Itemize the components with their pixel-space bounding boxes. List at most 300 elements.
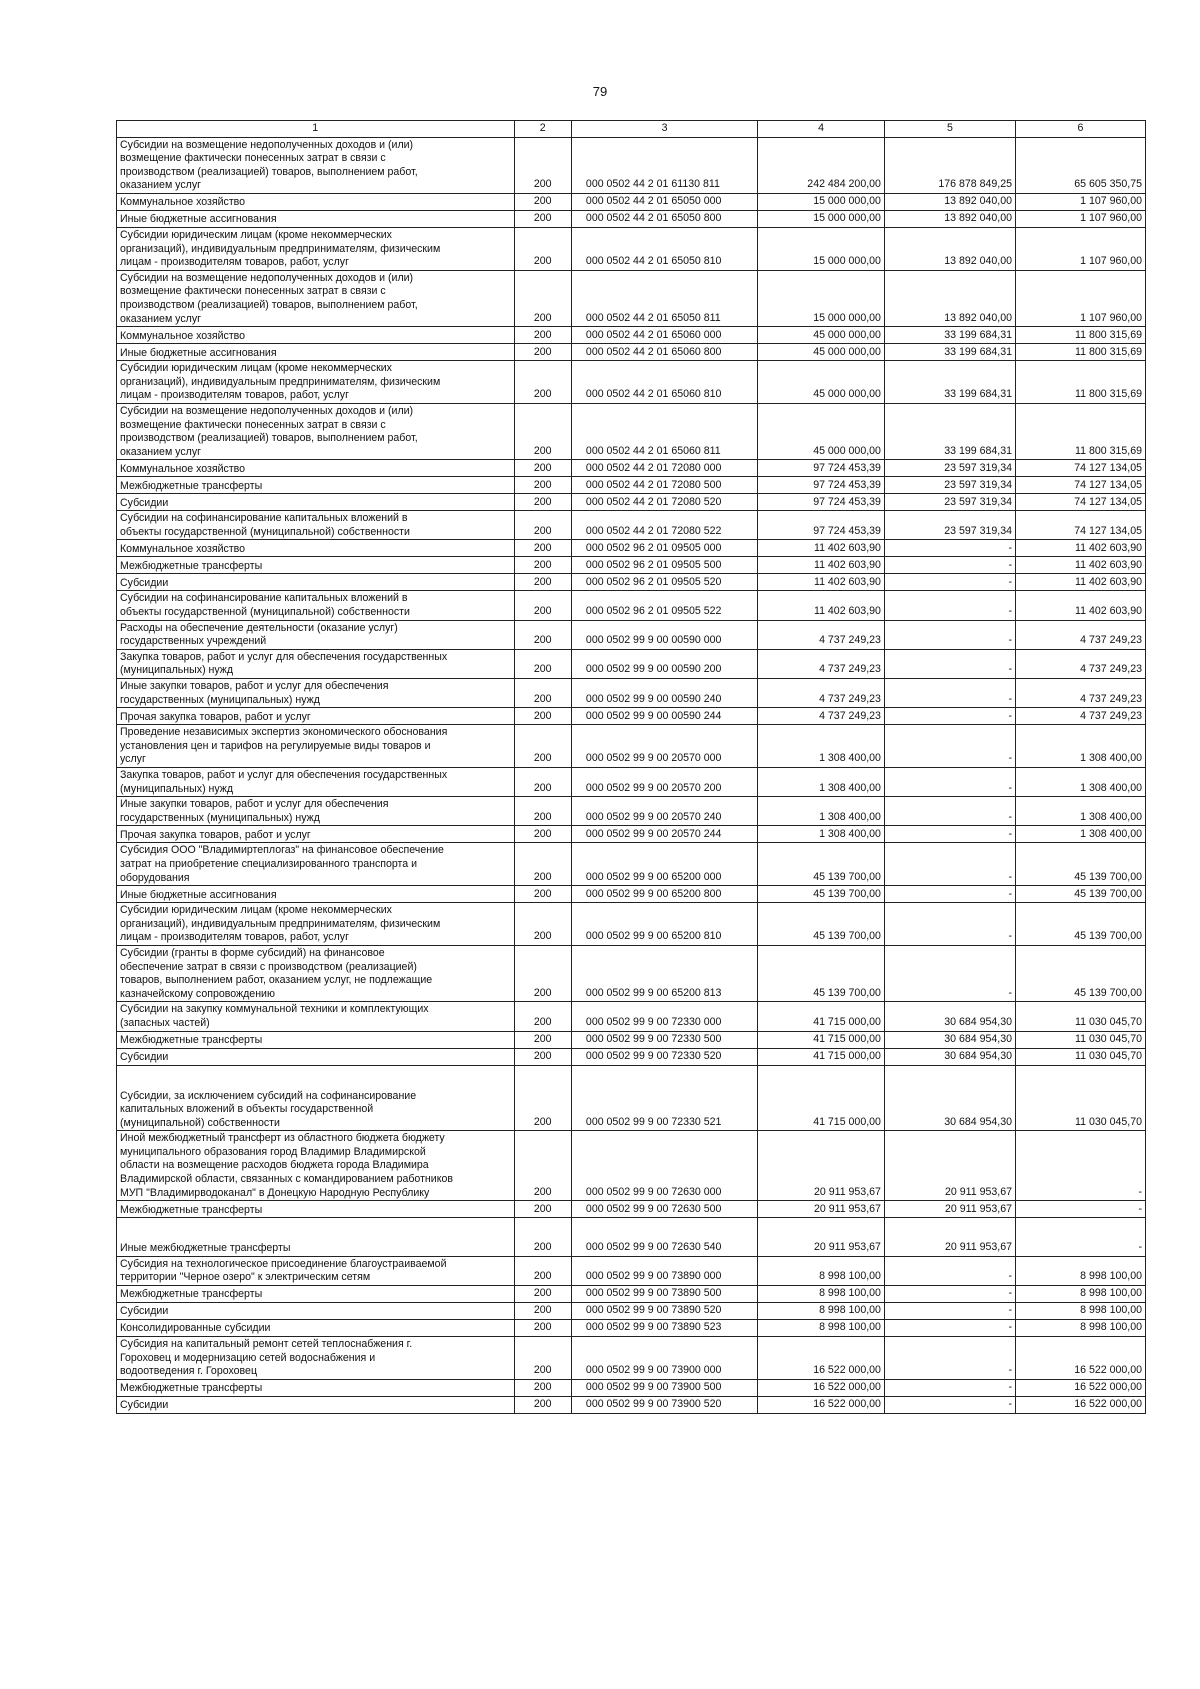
row-executed-amount: 33 199 684,31 [884, 344, 1015, 361]
row-budget-code: 000 0502 44 2 01 65060 811 [571, 403, 757, 459]
row-admin-code: 200 [514, 886, 571, 903]
header-row [117, 121, 1146, 138]
row-executed-amount: - [884, 649, 1015, 678]
row-name: Межбюджетные трансферты [117, 477, 515, 494]
row-name: Иные закупки товаров, работ и услуг для обеспечения государственных (муниципальных) нужд [117, 679, 515, 708]
row-approved-amount: 16 522 000,00 [758, 1396, 885, 1413]
row-approved-amount: 45 139 700,00 [758, 903, 885, 946]
row-executed-amount: - [884, 826, 1015, 843]
row-executed-amount: - [884, 1396, 1015, 1413]
row-executed-amount: 30 684 954,30 [884, 1002, 1015, 1031]
row-admin-code: 200 [514, 1320, 571, 1337]
row-approved-amount: 11 402 603,90 [758, 574, 885, 591]
row-name: Межбюджетные трансферты [117, 1201, 515, 1218]
row-name: Субсидии юридическим лицам (кроме некоммерческих организаций), индивидуальным предпринимателям, физическим лицам - производителям товаров, работ, услуг [117, 903, 515, 946]
row-budget-code: 000 0502 44 2 01 72080 500 [571, 477, 757, 494]
row-admin-code: 200 [514, 768, 571, 797]
row-approved-amount: 45 139 700,00 [758, 886, 885, 903]
row-admin-code: 200 [514, 327, 571, 344]
row-admin-code: 200 [514, 511, 571, 540]
table-row [117, 620, 1146, 649]
table-row [117, 708, 1146, 725]
table-row [117, 540, 1146, 557]
row-remaining-amount: 45 139 700,00 [1015, 903, 1145, 946]
row-budget-code: 000 0502 44 2 01 65050 000 [571, 193, 757, 210]
row-budget-code: 000 0502 44 2 01 65050 800 [571, 210, 757, 227]
row-admin-code: 200 [514, 1065, 571, 1131]
row-approved-amount: 11 402 603,90 [758, 557, 885, 574]
row-budget-code: 000 0502 99 9 00 72330 500 [571, 1031, 757, 1048]
table-row [117, 768, 1146, 797]
row-approved-amount: 45 000 000,00 [758, 344, 885, 361]
row-remaining-amount: 1 107 960,00 [1015, 193, 1145, 210]
row-approved-amount: 20 911 953,67 [758, 1218, 885, 1257]
row-approved-amount: 16 522 000,00 [758, 1379, 885, 1396]
row-approved-amount: 97 724 453,39 [758, 460, 885, 477]
row-admin-code: 200 [514, 725, 571, 768]
row-admin-code: 200 [514, 1286, 571, 1303]
row-admin-code: 200 [514, 574, 571, 591]
table-row [117, 270, 1146, 326]
table-row [117, 886, 1146, 903]
row-admin-code: 200 [514, 460, 571, 477]
row-budget-code: 000 0502 44 2 01 65050 810 [571, 227, 757, 270]
row-budget-code: 000 0502 99 9 00 20570 000 [571, 725, 757, 768]
row-approved-amount: 4 737 249,23 [758, 708, 885, 725]
row-approved-amount: 41 715 000,00 [758, 1002, 885, 1031]
table-row [117, 1379, 1146, 1396]
row-remaining-amount: 11 800 315,69 [1015, 403, 1145, 459]
row-remaining-amount: 8 998 100,00 [1015, 1256, 1145, 1285]
row-remaining-amount: 11 030 045,70 [1015, 1048, 1145, 1065]
row-executed-amount: 23 597 319,34 [884, 511, 1015, 540]
row-name: Иные межбюджетные трансферты [117, 1218, 515, 1257]
row-name: Субсидии на закупку коммунальной техники и комплектующих (запасных частей) [117, 1002, 515, 1031]
column-header: 3 [571, 121, 757, 138]
table-row [117, 460, 1146, 477]
row-name: Коммунальное хозяйство [117, 327, 515, 344]
row-admin-code: 200 [514, 210, 571, 227]
row-budget-code: 000 0502 99 9 00 65200 800 [571, 886, 757, 903]
table-row [117, 1065, 1146, 1131]
row-admin-code: 200 [514, 708, 571, 725]
row-executed-amount: 20 911 953,67 [884, 1218, 1015, 1257]
row-budget-code: 000 0502 44 2 01 72080 522 [571, 511, 757, 540]
row-remaining-amount: 16 522 000,00 [1015, 1396, 1145, 1413]
row-name: Иные закупки товаров, работ и услуг для обеспечения государственных (муниципальных) нужд [117, 797, 515, 826]
row-name: Субсидии [117, 494, 515, 511]
row-executed-amount: 33 199 684,31 [884, 403, 1015, 459]
row-remaining-amount: 11 402 603,90 [1015, 574, 1145, 591]
row-approved-amount: 4 737 249,23 [758, 620, 885, 649]
row-budget-code: 000 0502 99 9 00 73890 500 [571, 1286, 757, 1303]
table-row [117, 1396, 1146, 1413]
row-executed-amount: - [884, 679, 1015, 708]
row-budget-code: 000 0502 99 9 00 73890 000 [571, 1256, 757, 1285]
row-name: Субсидии на возмещение недополученных доходов и (или) возмещение фактически понесенных затрат в связи с производством (реализацией) товаров, выполнением работ, оказанием услуг [117, 137, 515, 193]
row-name: Коммунальное хозяйство [117, 460, 515, 477]
row-name: Субсидии, за исключением субсидий на софинансирование капитальных вложений в объекты государственной (муниципальной) собственности [117, 1065, 515, 1131]
row-executed-amount: - [884, 768, 1015, 797]
row-budget-code: 000 0502 99 9 00 65200 000 [571, 843, 757, 886]
row-budget-code: 000 0502 99 9 00 72630 500 [571, 1201, 757, 1218]
row-executed-amount: 20 911 953,67 [884, 1201, 1015, 1218]
table-row [117, 477, 1146, 494]
row-remaining-amount: 11 030 045,70 [1015, 1065, 1145, 1131]
row-name: Межбюджетные трансферты [117, 1379, 515, 1396]
row-name: Консолидированные субсидии [117, 1320, 515, 1337]
row-executed-amount: - [884, 725, 1015, 768]
table-row [117, 403, 1146, 459]
row-approved-amount: 97 724 453,39 [758, 477, 885, 494]
table-row [117, 494, 1146, 511]
row-remaining-amount: 4 737 249,23 [1015, 649, 1145, 678]
row-approved-amount: 15 000 000,00 [758, 227, 885, 270]
row-name: Субсидии на софинансирование капитальных вложений в объекты государственной (муниципальной) собственности [117, 511, 515, 540]
row-remaining-amount: 45 139 700,00 [1015, 945, 1145, 1001]
row-name: Межбюджетные трансферты [117, 557, 515, 574]
table-row [117, 945, 1146, 1001]
row-executed-amount: 13 892 040,00 [884, 193, 1015, 210]
row-executed-amount: - [884, 1303, 1015, 1320]
row-name: Проведение независимых экспертиз экономического обоснования установления цен и тарифов на регулируемые виды товаров и услуг [117, 725, 515, 768]
row-name: Субсидии юридическим лицам (кроме некоммерческих организаций), индивидуальным предпринимателям, физическим лицам - производителям товаров, работ, услуг [117, 227, 515, 270]
budget-table [116, 120, 1146, 1414]
row-name: Субсидии [117, 574, 515, 591]
row-admin-code: 200 [514, 557, 571, 574]
row-name: Иные бюджетные ассигнования [117, 886, 515, 903]
row-budget-code: 000 0502 44 2 01 72080 520 [571, 494, 757, 511]
row-admin-code: 200 [514, 1379, 571, 1396]
row-remaining-amount: 45 139 700,00 [1015, 843, 1145, 886]
row-remaining-amount: 11 402 603,90 [1015, 557, 1145, 574]
row-admin-code: 200 [514, 1048, 571, 1065]
table-row [117, 903, 1146, 946]
row-admin-code: 200 [514, 1396, 571, 1413]
row-admin-code: 200 [514, 649, 571, 678]
column-header: 4 [758, 121, 885, 138]
row-admin-code: 200 [514, 344, 571, 361]
table-row [117, 826, 1146, 843]
row-admin-code: 200 [514, 1337, 571, 1380]
table-row [117, 574, 1146, 591]
row-name: Субсидия на технологическое присоединение благоустраиваемой территории "Черное озеро" к электрическим сетям [117, 1256, 515, 1285]
table-row [117, 137, 1146, 193]
row-budget-code: 000 0502 99 9 00 72330 000 [571, 1002, 757, 1031]
row-name: Закупка товаров, работ и услуг для обеспечения государственных (муниципальных) нужд [117, 649, 515, 678]
row-approved-amount: 15 000 000,00 [758, 210, 885, 227]
column-header: 1 [117, 121, 515, 138]
row-approved-amount: 4 737 249,23 [758, 679, 885, 708]
row-approved-amount: 1 308 400,00 [758, 826, 885, 843]
row-name: Межбюджетные трансферты [117, 1286, 515, 1303]
row-executed-amount: - [884, 1256, 1015, 1285]
table-row [117, 327, 1146, 344]
table-row [117, 1201, 1146, 1218]
row-remaining-amount: 11 800 315,69 [1015, 327, 1145, 344]
row-executed-amount: 23 597 319,34 [884, 477, 1015, 494]
table-row [117, 1320, 1146, 1337]
row-name: Коммунальное хозяйство [117, 193, 515, 210]
row-remaining-amount: 74 127 134,05 [1015, 460, 1145, 477]
row-approved-amount: 45 139 700,00 [758, 843, 885, 886]
row-remaining-amount: 1 107 960,00 [1015, 227, 1145, 270]
table-row [117, 1002, 1146, 1031]
row-approved-amount: 20 911 953,67 [758, 1201, 885, 1218]
row-name: Субсидии на софинансирование капитальных вложений в объекты государственной (муниципальной) собственности [117, 591, 515, 620]
row-budget-code: 000 0502 99 9 00 73890 523 [571, 1320, 757, 1337]
row-budget-code: 000 0502 99 9 00 20570 244 [571, 826, 757, 843]
column-header: 6 [1015, 121, 1145, 138]
table-row [117, 1131, 1146, 1201]
row-executed-amount: - [884, 574, 1015, 591]
row-approved-amount: 8 998 100,00 [758, 1303, 885, 1320]
column-header: 5 [884, 121, 1015, 138]
row-admin-code: 200 [514, 1201, 571, 1218]
row-approved-amount: 20 911 953,67 [758, 1131, 885, 1201]
row-remaining-amount: 4 737 249,23 [1015, 620, 1145, 649]
row-budget-code: 000 0502 99 9 00 20570 240 [571, 797, 757, 826]
row-name: Субсидии [117, 1303, 515, 1320]
row-budget-code: 000 0502 44 2 01 65060 000 [571, 327, 757, 344]
row-admin-code: 200 [514, 591, 571, 620]
row-budget-code: 000 0502 99 9 00 72630 000 [571, 1131, 757, 1201]
row-admin-code: 200 [514, 826, 571, 843]
row-remaining-amount: 16 522 000,00 [1015, 1337, 1145, 1380]
row-approved-amount: 41 715 000,00 [758, 1031, 885, 1048]
row-remaining-amount: 45 139 700,00 [1015, 886, 1145, 903]
row-remaining-amount: 11 800 315,69 [1015, 361, 1145, 404]
row-remaining-amount: - [1015, 1201, 1145, 1218]
row-executed-amount: - [884, 886, 1015, 903]
row-budget-code: 000 0502 99 9 00 73890 520 [571, 1303, 757, 1320]
row-name: Межбюджетные трансферты [117, 1031, 515, 1048]
row-budget-code: 000 0502 99 9 00 73900 500 [571, 1379, 757, 1396]
row-name: Субсидии на возмещение недополученных доходов и (или) возмещение фактически понесенных затрат в связи с производством (реализацией) товаров, выполнением работ, оказанием услуг [117, 403, 515, 459]
row-name: Субсидии [117, 1396, 515, 1413]
table-row [117, 591, 1146, 620]
row-name: Субсидии юридическим лицам (кроме некоммерческих организаций), индивидуальным предпринимателям, физическим лицам - производителям товаров, работ, услуг [117, 361, 515, 404]
row-budget-code: 000 0502 99 9 00 20570 200 [571, 768, 757, 797]
row-budget-code: 000 0502 44 2 01 65060 810 [571, 361, 757, 404]
row-approved-amount: 4 737 249,23 [758, 649, 885, 678]
row-budget-code: 000 0502 44 2 01 65050 811 [571, 270, 757, 326]
table-row [117, 1303, 1146, 1320]
row-executed-amount: - [884, 1320, 1015, 1337]
row-admin-code: 200 [514, 797, 571, 826]
table-row [117, 1031, 1146, 1048]
table-row [117, 679, 1146, 708]
row-budget-code: 000 0502 99 9 00 72330 520 [571, 1048, 757, 1065]
row-admin-code: 200 [514, 540, 571, 557]
table-row [117, 1337, 1146, 1380]
row-name: Иные бюджетные ассигнования [117, 344, 515, 361]
row-approved-amount: 15 000 000,00 [758, 270, 885, 326]
row-approved-amount: 1 308 400,00 [758, 768, 885, 797]
row-executed-amount: 23 597 319,34 [884, 460, 1015, 477]
row-admin-code: 200 [514, 903, 571, 946]
row-executed-amount: - [884, 903, 1015, 946]
row-admin-code: 200 [514, 193, 571, 210]
row-executed-amount: - [884, 843, 1015, 886]
row-name: Субсидии (гранты в форме субсидий) на финансовое обеспечение затрат в связи с производством (реализацией) товаров, выполнением работ, оказанием услуг, не подлежащие казначейскому сопровождению [117, 945, 515, 1001]
row-executed-amount: 30 684 954,30 [884, 1065, 1015, 1131]
row-executed-amount: 33 199 684,31 [884, 361, 1015, 404]
row-executed-amount: 33 199 684,31 [884, 327, 1015, 344]
row-admin-code: 200 [514, 1002, 571, 1031]
row-approved-amount: 1 308 400,00 [758, 797, 885, 826]
row-admin-code: 200 [514, 1256, 571, 1285]
row-admin-code: 200 [514, 620, 571, 649]
row-approved-amount: 11 402 603,90 [758, 591, 885, 620]
row-remaining-amount: 1 308 400,00 [1015, 768, 1145, 797]
row-remaining-amount: 8 998 100,00 [1015, 1303, 1145, 1320]
row-approved-amount: 97 724 453,39 [758, 511, 885, 540]
row-remaining-amount: 11 030 045,70 [1015, 1002, 1145, 1031]
row-approved-amount: 1 308 400,00 [758, 725, 885, 768]
row-name: Прочая закупка товаров, работ и услуг [117, 708, 515, 725]
row-approved-amount: 11 402 603,90 [758, 540, 885, 557]
table-row [117, 1286, 1146, 1303]
row-remaining-amount: 65 605 350,75 [1015, 137, 1145, 193]
row-name: Субсидии на возмещение недополученных доходов и (или) возмещение фактически понесенных затрат в связи с производством (реализацией) товаров, выполнением работ, оказанием услуг [117, 270, 515, 326]
row-executed-amount: 13 892 040,00 [884, 210, 1015, 227]
row-name: Коммунальное хозяйство [117, 540, 515, 557]
row-approved-amount: 41 715 000,00 [758, 1048, 885, 1065]
row-admin-code: 200 [514, 1131, 571, 1201]
row-admin-code: 200 [514, 477, 571, 494]
row-remaining-amount: 74 127 134,05 [1015, 511, 1145, 540]
row-admin-code: 200 [514, 1031, 571, 1048]
row-executed-amount: - [884, 797, 1015, 826]
row-budget-code: 000 0502 99 9 00 65200 813 [571, 945, 757, 1001]
row-executed-amount: - [884, 708, 1015, 725]
row-budget-code: 000 0502 96 2 01 09505 520 [571, 574, 757, 591]
row-admin-code: 200 [514, 361, 571, 404]
row-admin-code: 200 [514, 945, 571, 1001]
row-remaining-amount: 11 030 045,70 [1015, 1031, 1145, 1048]
row-admin-code: 200 [514, 1218, 571, 1257]
row-approved-amount: 16 522 000,00 [758, 1337, 885, 1380]
row-name: Закупка товаров, работ и услуг для обеспечения государственных (муниципальных) нужд [117, 768, 515, 797]
row-name: Субсидия на капитальный ремонт сетей теплоснабжения г. Гороховец и модернизацию сетей водоснабжения и водоотведения г. Гороховец [117, 1337, 515, 1380]
table-row [117, 1256, 1146, 1285]
table-row [117, 344, 1146, 361]
row-budget-code: 000 0502 96 2 01 09505 000 [571, 540, 757, 557]
table-row [117, 210, 1146, 227]
row-executed-amount: 176 878 849,25 [884, 137, 1015, 193]
row-name: Иной межбюджетный трансферт из областного бюджета бюджету муниципального образования город Владимир Владимирской области на возмещение расходов бюджета города Владимира Владимирской области, связанных с командированием работников МУП "Владимирводоканал" в Донецкую Народную Республику [117, 1131, 515, 1201]
table-row [117, 557, 1146, 574]
row-remaining-amount: 1 308 400,00 [1015, 797, 1145, 826]
row-remaining-amount: - [1015, 1218, 1145, 1257]
row-name: Прочая закупка товаров, работ и услуг [117, 826, 515, 843]
row-executed-amount: - [884, 540, 1015, 557]
table-row [117, 1048, 1146, 1065]
row-name: Иные бюджетные ассигнования [117, 210, 515, 227]
row-admin-code: 200 [514, 403, 571, 459]
table-row [117, 361, 1146, 404]
row-budget-code: 000 0502 96 2 01 09505 522 [571, 591, 757, 620]
table-row [117, 193, 1146, 210]
row-budget-code: 000 0502 44 2 01 61130 811 [571, 137, 757, 193]
row-remaining-amount: 1 308 400,00 [1015, 826, 1145, 843]
row-executed-amount: 23 597 319,34 [884, 494, 1015, 511]
row-approved-amount: 8 998 100,00 [758, 1320, 885, 1337]
row-remaining-amount: 74 127 134,05 [1015, 477, 1145, 494]
row-executed-amount: - [884, 945, 1015, 1001]
row-approved-amount: 242 484 200,00 [758, 137, 885, 193]
row-remaining-amount: 8 998 100,00 [1015, 1320, 1145, 1337]
row-approved-amount: 45 000 000,00 [758, 403, 885, 459]
row-approved-amount: 15 000 000,00 [758, 193, 885, 210]
page-number: 79 [592, 84, 608, 99]
row-name: Субсидии [117, 1048, 515, 1065]
row-executed-amount: - [884, 1286, 1015, 1303]
table-row [117, 1218, 1146, 1257]
row-approved-amount: 45 000 000,00 [758, 361, 885, 404]
row-remaining-amount: 1 107 960,00 [1015, 210, 1145, 227]
row-approved-amount: 8 998 100,00 [758, 1286, 885, 1303]
row-name: Расходы на обеспечение деятельности (оказание услуг) государственных учреждений [117, 620, 515, 649]
row-admin-code: 200 [514, 494, 571, 511]
row-approved-amount: 97 724 453,39 [758, 494, 885, 511]
row-remaining-amount: 11 402 603,90 [1015, 591, 1145, 620]
row-executed-amount: - [884, 557, 1015, 574]
table-row [117, 511, 1146, 540]
row-remaining-amount: 11 800 315,69 [1015, 344, 1145, 361]
row-budget-code: 000 0502 99 9 00 00590 000 [571, 620, 757, 649]
row-remaining-amount: 74 127 134,05 [1015, 494, 1145, 511]
row-budget-code: 000 0502 99 9 00 00590 240 [571, 679, 757, 708]
row-remaining-amount: 11 402 603,90 [1015, 540, 1145, 557]
row-budget-code: 000 0502 99 9 00 00590 200 [571, 649, 757, 678]
row-admin-code: 200 [514, 843, 571, 886]
row-approved-amount: 45 000 000,00 [758, 327, 885, 344]
row-remaining-amount: 16 522 000,00 [1015, 1379, 1145, 1396]
row-budget-code: 000 0502 99 9 00 73900 520 [571, 1396, 757, 1413]
row-budget-code: 000 0502 99 9 00 65200 810 [571, 903, 757, 946]
table-row [117, 227, 1146, 270]
table-row [117, 797, 1146, 826]
row-executed-amount: - [884, 591, 1015, 620]
row-admin-code: 200 [514, 270, 571, 326]
row-executed-amount: - [884, 1379, 1015, 1396]
row-remaining-amount: - [1015, 1131, 1145, 1201]
column-header: 2 [514, 121, 571, 138]
row-budget-code: 000 0502 99 9 00 72330 521 [571, 1065, 757, 1131]
row-approved-amount: 45 139 700,00 [758, 945, 885, 1001]
table-row [117, 725, 1146, 768]
row-name: Субсидия ООО "Владимиртеплогаз" на финансовое обеспечение затрат на приобретение специализированного транспорта и оборудования [117, 843, 515, 886]
row-executed-amount: 13 892 040,00 [884, 270, 1015, 326]
row-budget-code: 000 0502 99 9 00 72630 540 [571, 1218, 757, 1257]
row-executed-amount: - [884, 620, 1015, 649]
row-budget-code: 000 0502 99 9 00 00590 244 [571, 708, 757, 725]
row-budget-code: 000 0502 99 9 00 73900 000 [571, 1337, 757, 1380]
row-executed-amount: - [884, 1337, 1015, 1380]
row-approved-amount: 41 715 000,00 [758, 1065, 885, 1131]
table-body [117, 137, 1146, 1413]
row-executed-amount: 30 684 954,30 [884, 1048, 1015, 1065]
row-approved-amount: 8 998 100,00 [758, 1256, 885, 1285]
table-row [117, 843, 1146, 886]
row-remaining-amount: 4 737 249,23 [1015, 708, 1145, 725]
row-executed-amount: 13 892 040,00 [884, 227, 1015, 270]
row-remaining-amount: 1 308 400,00 [1015, 725, 1145, 768]
row-remaining-amount: 8 998 100,00 [1015, 1286, 1145, 1303]
row-budget-code: 000 0502 44 2 01 65060 800 [571, 344, 757, 361]
